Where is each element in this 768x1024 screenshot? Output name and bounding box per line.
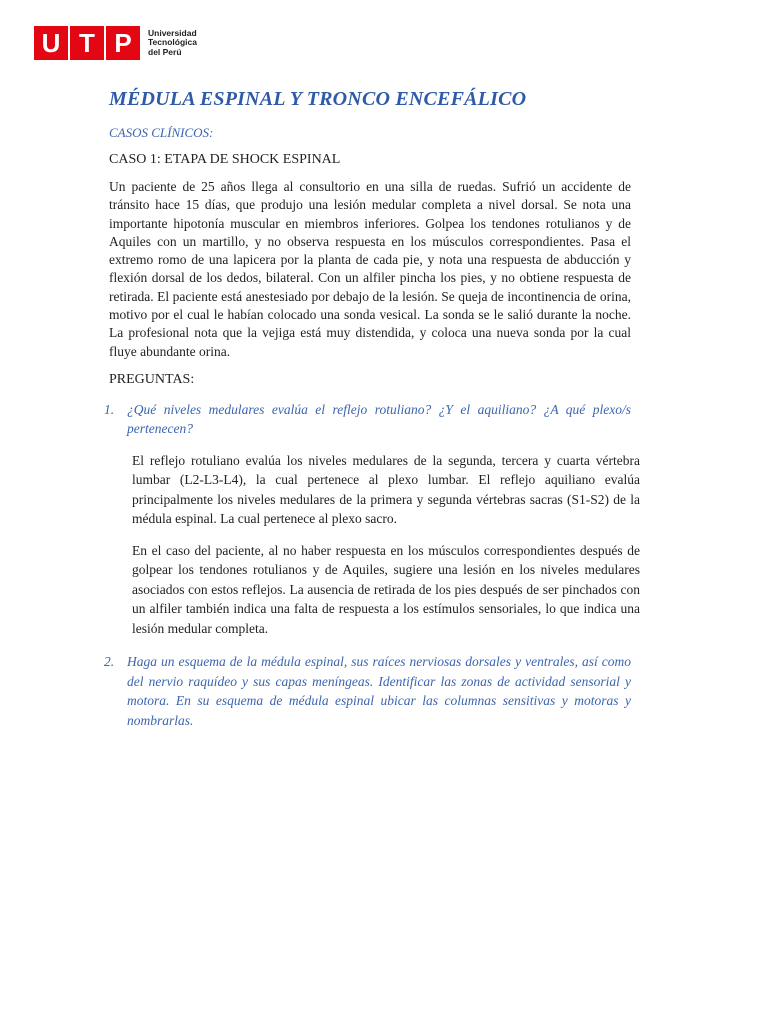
questions-heading: PREGUNTAS: <box>109 371 195 387</box>
logo-letter-u: U <box>34 26 68 60</box>
logo-line-3: del Perú <box>148 46 182 57</box>
question-2 <box>104 652 631 730</box>
answer-1-paragraph-1: El reflejo rotuliano evalúa los niveles medulares de la segunda, tercera y cuarta vértebra lumbar (L2-L3-L4), la cual pertenece al plexo lumbar. El reflejo aquiliano evalúa principalmente los niveles medulares de la primera y segunda vértebras sacras (S1-S2) de la médula espinal. La cual pertenece al plexo sacro. <box>132 452 640 527</box>
case-description: Un paciente de 25 años llega al consultorio en una silla de ruedas. Sufrió un accidente de tránsito hace 15 días, que produjo una lesión medular completa a nivel dorsal. Se nota una importante hipotonía muscular en miembros inferiores. Golpea los tendones rotulianos y de Aquiles con un martillo, y no observa respuesta en los músculos correspondientes. Pasa el extremo romo de una lapicera por la planta de cada pie, y nota una respuesta de abducción y flexión dorsal de los dedos, bilateral. Con un alfiler pincha los pies, y no obtiene respuesta de retirada. El paciente está anestesiado por debajo de la lesión. Se queja de incontinencia de orina, motivo por el cual le habían colocado una sonda vesical. La sonda se le salió durante la noche. La profesional nota que la vejiga está muy distendida, y coloca una nueva sonda por la cual fluye abundante orina. <box>109 179 631 359</box>
logo-text <box>148 29 197 58</box>
question-1-text: ¿Qué niveles medulares evalúa el reflejo rotuliano? ¿Y el aquiliano? ¿A qué plexo/s pertenecen? <box>127 401 631 437</box>
logo-letter-t: T <box>70 26 104 60</box>
question-2-text: Haga un esquema de la médula espinal, sus raíces nerviosas dorsales y ventrales, así como del nervio raquídeo y sus capas meníngeas. Identificar las zonas de actividad sensorial y motora. En su esquema de médula espinal ubicar las columnas sensitivas y motoras y nombrarlas. <box>127 654 631 728</box>
case-title: CASO 1: ETAPA DE SHOCK ESPINAL <box>109 152 341 167</box>
document-subtitle: CASOS CLÍNICOS: <box>109 125 214 140</box>
document-title: MÉDULA ESPINAL Y TRONCO ENCEFÁLICO <box>109 88 527 110</box>
answer-1-paragraph-2: En el caso del paciente, al no haber respuesta en los músculos correspondientes después de golpear los tendones rotulianos y de Aquiles, sugiere una lesión en los niveles medulares asociados con estos reflejos. La ausencia de retirada de los pies después de ser pinchados con un alfiler también indica una falta de respuesta a los estímulos sensoriales, lo que indica una lesión medular completa. <box>132 542 640 636</box>
question-2-number: 2. <box>104 654 115 670</box>
document-content <box>104 84 640 730</box>
question-1 <box>104 400 631 439</box>
logo-letter-p: P <box>106 26 140 60</box>
utp-logo <box>34 26 197 60</box>
question-1-number: 1. <box>104 401 115 417</box>
logo-line-1: Universidad <box>148 27 197 38</box>
logo-line-2: Tecnológica <box>148 37 197 48</box>
